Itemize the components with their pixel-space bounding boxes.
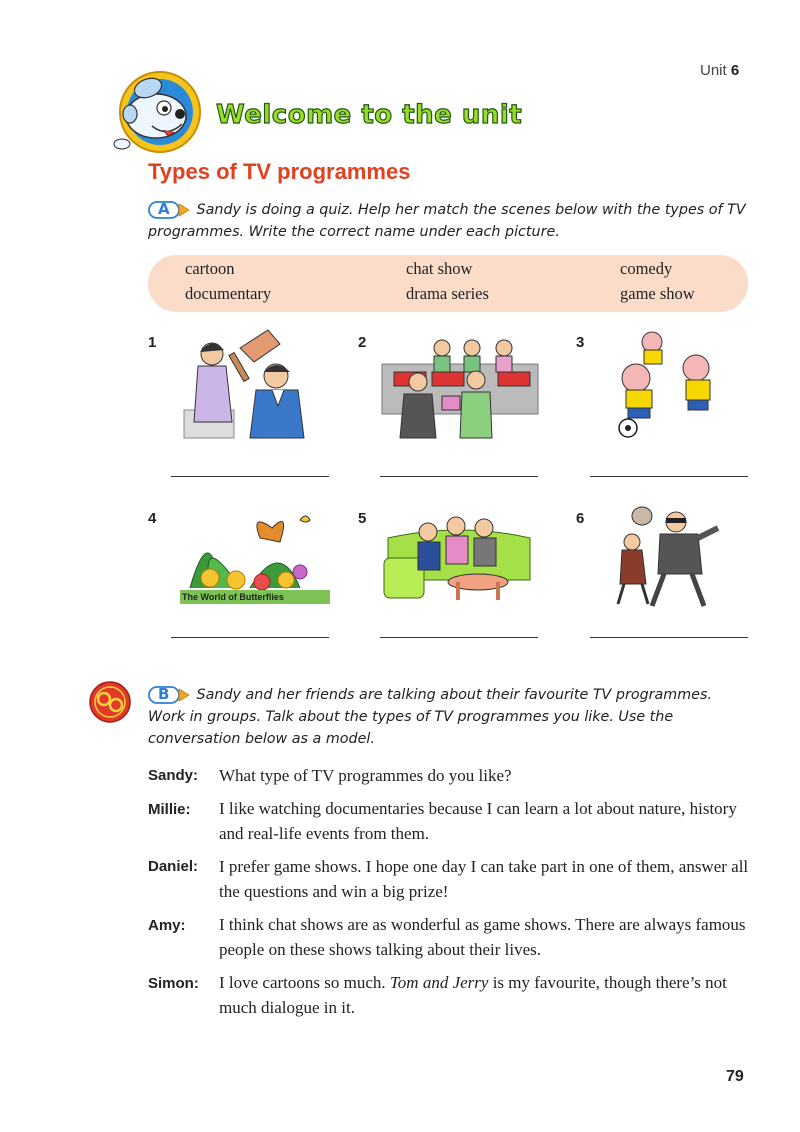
- unit-label: [700, 62, 739, 79]
- badge-arrow-icon: [148, 685, 192, 705]
- dialogue-line: I prefer game shows. I hope one day I can take part in one of them, answer all the questions and win a big prize!: [219, 857, 749, 901]
- show-title: Tom and Jerry: [389, 973, 489, 992]
- unit-title: Welcome to the unit: [216, 100, 523, 130]
- part-b-letter: B: [158, 685, 170, 703]
- answer-line[interactable]: [380, 476, 538, 477]
- part-a-letter: A: [158, 200, 170, 218]
- part-a-text: Sandy is doing a quiz. Help her match the scenes below with the types of TV programmes. Write the correct name under each picture.: [148, 202, 746, 240]
- speaker-name: Daniel:: [148, 858, 199, 875]
- answer-line[interactable]: [380, 637, 538, 638]
- answer-line[interactable]: [171, 637, 329, 638]
- speaker-name: Millie:: [148, 801, 191, 818]
- picture-number: 3: [576, 334, 585, 351]
- comedy-chase-illustration: [602, 498, 762, 618]
- part-b-text: Sandy and her friends are talking about their favourite TV programmes. Work in groups. Talk about the types of TV programmes you like. Use the conversation below as a model.: [148, 687, 712, 747]
- drama-scene-illustration: [180, 322, 340, 442]
- word-documentary: documentary: [185, 284, 272, 303]
- speaker-name: Amy:: [148, 917, 186, 934]
- answer-line[interactable]: [590, 637, 748, 638]
- badge-arrow-icon: [148, 200, 192, 220]
- word-box: [148, 255, 748, 312]
- word-drama-series: drama series: [406, 284, 489, 303]
- picture-number: 4: [148, 510, 157, 527]
- answer-line[interactable]: [171, 476, 329, 477]
- part-b-badge: [148, 685, 192, 705]
- word-game-show: game show: [620, 284, 695, 303]
- picture-number: 2: [358, 334, 367, 351]
- dog-mascot-icon: [112, 66, 212, 156]
- dialogue-line: What type of TV programmes do you like?: [219, 766, 512, 785]
- unit-number: 6: [730, 62, 740, 79]
- butterflies-documentary-illustration: [180, 498, 340, 618]
- part-a-instruction: [148, 199, 748, 243]
- speaker-name: Simon:: [148, 975, 199, 992]
- dialogue-text-pre: I love cartoons so much.: [219, 973, 390, 992]
- dialogue-line: I think chat shows are as wonderful as game shows. There are always famous people on these shows talking about their lives.: [219, 915, 746, 959]
- cartoon-pigs-football-illustration: [602, 322, 762, 442]
- speaker-name: Sandy:: [148, 767, 199, 784]
- chat-show-sofa-illustration: [380, 498, 540, 618]
- page-number: 79: [726, 1068, 744, 1085]
- picture-number: 5: [358, 510, 367, 527]
- documentary-caption: The World of Butterflies: [182, 592, 284, 602]
- section-title: Types of TV programmes: [148, 159, 411, 184]
- game-show-scene-illustration: [380, 322, 540, 442]
- speaking-activity-icon: [88, 680, 132, 724]
- picture-number: 6: [576, 510, 585, 527]
- part-b-instruction: [148, 684, 748, 750]
- dialogue-line: [219, 970, 749, 1020]
- picture-number: 1: [148, 334, 157, 351]
- dialogue-text-rest: is my favourite, though there’s not much dialogue in it.: [219, 973, 727, 1017]
- word-chat-show: chat show: [406, 259, 473, 278]
- unit-prefix: Unit: [700, 62, 727, 79]
- word-comedy: comedy: [620, 259, 673, 278]
- word-cartoon: cartoon: [185, 259, 235, 278]
- answer-line[interactable]: [590, 476, 748, 477]
- dialogue-line: I like watching documentaries because I can learn a lot about nature, history and real-life events from them.: [219, 799, 737, 843]
- part-a-badge: [148, 200, 192, 220]
